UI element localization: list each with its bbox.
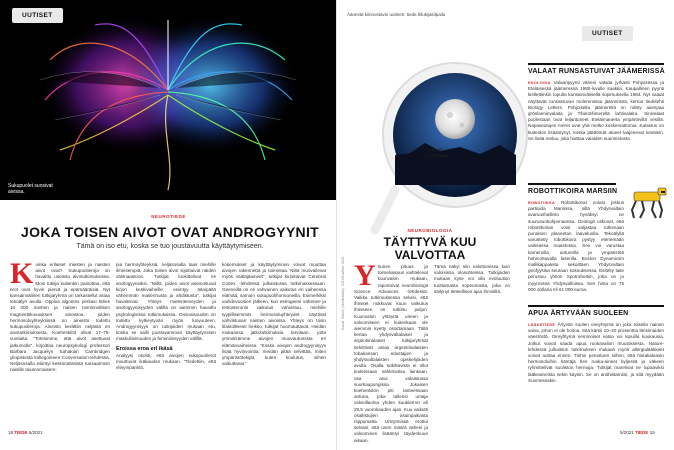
- robotti-text: [528, 200, 624, 293]
- column-3: [222, 262, 326, 367]
- magnifier-moon-image: [370, 55, 530, 235]
- main-column-1-text: öunen pituus ja toimeliaisuus vaihtelevat kuunvalon mukaan, raportoivat neurobiologit Science Advances -lehdessä. Vaikka tutkimuksessa selvisi, että ihmiset nukkuvat kuun vaikutus ihmiseen on tutkittu paljon. Kuunvalon yhteyttä uneen ja valvomiseen ei kuitenkaan ole aiemmin kyetty osoittamaan. Tällä kertaa yhdysvaltalaiset ja argentiinalaiset tutkijaryhmät selvittivät asiaa argentiinalaisten tobakansan edustajien ja yhdysvaltalaisten opiskelijoiden avulla. Osalla tutkittavista ei ollut kodeissaan sähkövaloa lainkaan, osa asui valaistussa suurkaupungissa. Jokaisen koehenkilön piti ranteessaan anturia, joka tallensi untaja valveillaoloa yhden kuukierron eli 29,5 vuorokauden ajan. Kuu vaikutti osallistujien asuinpaikasta riippumatta. Unirytmissä erottui selväsi, että unen määrä väheni ja valvominen lisääntyi täydenkuun aikaan.: [354, 264, 428, 443]
- section-tab: UUTISET: [12, 8, 63, 23]
- valaat-tag: EKOLOGIA: [528, 81, 551, 85]
- brain-illustration: [0, 0, 337, 200]
- robotti-tag: ROBOTIIKKA: [528, 201, 556, 205]
- drop-cap: K: [10, 257, 34, 290]
- moon-caption: [425, 147, 450, 158]
- column-2-text: pia hermoyhteyksiä, neljäsosalla taas miehille ilmeisempiä. Joka toisen aivot sijoittuivat näiden välimaastoon. Tutkijat luokittelivat ne androgyyneiksi. ”Niillä, joiden aivot asemoituvat kirjon keskivaiheille, esiintyy äänipäitä vähemmän masennusta ja ahdistusta”, tutkijat havaitsivat. Yhteys mielenterveyden ja androgyynisyyden välillä on aiemmin havaittu psykologisissa tutkimuksissa. Ominaisuuden on todettu kytkeytyvän myös luovuuteen. Androgyynisyys on tutkijoiden mukaan etu, koska se sallii joustavamman käyttäytymisen maskuliinisuuden ja feminiinisyyden välillä.: [116, 262, 216, 342]
- robotti-body: Robottikoirat voivat joskus partioida Marsissa, sillä Yhdysvaltain avaruushallinto hyväksyi ne suurusunkohjemaansa. Geologit uskovat, että robottikoiran voisi valjastaa tutkimaan punaisen planeetan laavaluolia. Tekoälyllä varustetty robottikoira pystyy etenemään vaikeassa maastossa. Sen voi varustaa kameroilla, antureilla ja ympäristöä hahmottavalla laserilla. Boston Dynamicsin mallikappaleita sekoittäen Yhdysvaltain geofyysika seuraan kokouksessa. Esitelty laite perustuu yhtiön Spotrobottiin, joka on jo myynnissä Yhdysvalloissa. Sen hinta on 75 000 dollaria eli 61 000 euroa.: [528, 200, 624, 292]
- issue-number-right: 5/2021: [620, 430, 634, 435]
- valaat-body: Valaanpyynti väheni valaita jyrkästi Pohjoisessa ja Eteläisessä jäämeressä 1980-luvulle saakka. Kaupallinen pyynti kiellettiinkin lopulta kansainvälisellä sopimuksella 1984. Nyt valaat näyttävät runsastuvan molemmissa jäämerissä, kertoo tiedelehti Biology Letters. Pohjoisella jäämerellä on nähty aiempaa grönlanninvalaita ja Tšukotšimerellä lahtivalaita. Sinivalaat puolestaan ovat leilantuneet Eteläimanerta ympäröivillä vesillä. Napaseutujen meret ovat yhä melko koskemattomia. Kalastus on kuitenkin lisääntynyt, koska jäättömät alueet laajenevat kesäisin. Se lisää meluu, joka haittaa valaiden suunnistusta.: [528, 80, 664, 141]
- lead: Tämä on iso etu, koska se tuo joustavuutta käyttäytymiseen.: [76, 243, 264, 250]
- page-number-right: 19: [649, 430, 655, 435]
- moon-caption-line-2: hyytää unta.: [425, 152, 450, 158]
- apua-headline: APUA ÄRTYVÄÄN SUOLEEN: [528, 310, 629, 317]
- rule-valaat: [528, 63, 664, 65]
- main-column-1: [354, 259, 428, 444]
- rule-apua: [528, 305, 664, 307]
- apua-body: Ärtyvän suolen oireyhtymä on joka toisella nainen vaiva, johon ei ole hoitoa. Sitä kärsii 10–20 prosenttia länsimaiden väestöstä. Oireyhtymä semmoiset vatsa voi kipuilla kuukausia. Jotkut voivat saada apua ruokavalion muutoksesta. Nature-lehdessä julkaistun tutkimuksen mukaan myös allergialääkkeet voivat auttaa ennen. Tiehoi perustuen siihen, että histakalaisen hermosoluihin häntäjä hen ruoka-aineet kyljessä ja väkeen ryhmittelivät suoliston hermoja. Tutkijat marelivat ne lupaaviksi lääkeaineista sekin käytiin. Se on antihistamiini, ja sitä myydään Suomessakin.: [528, 322, 664, 383]
- valaat-text: [528, 80, 664, 142]
- column-2-subhead: Eroissa eroa eri ikäsä: [116, 345, 173, 352]
- page-number: 18: [8, 430, 14, 435]
- main-column-2: [434, 264, 510, 295]
- brain-image: [0, 0, 337, 200]
- headline: JOKA TOISEN AIVOT OVAT ANDROGYYNIT: [21, 224, 319, 240]
- main-column-2-text: Tämä näkyi niin valottomissa kuin valoisissa olosuhteissa. Tutkijoiden mukaan kyse voi olla evoluution tuottamasta sopeumasta, joka on säilynyt tieteellisen ajan ihmisillä.: [434, 264, 510, 294]
- page-footer-right: [620, 430, 655, 435]
- top-line: Äänestä kiinnostavin uutinen: tiede.fi/lukijakilpailu: [347, 12, 446, 17]
- issue-number: 5/2021: [28, 430, 43, 435]
- robot-dog-icon: [626, 182, 670, 222]
- column-3-text: kokemukset ja käyttäytyminen voivat muuttaa aivojen rakennetta ja toimintaa. Niitä muovailevat myös väittäjäaineet”, tutkijat kirjoittavat Cerebral Cortex -lehdessä julkaistussa tutkimuksessaan. Geeneillä on eri vahvuinen vaikutus eri vaiheessa elämää, samoin sukupuolihormoneilla. Esimerkiksi vaihdevuosien jälkeen, kun estrogeeni vähenee ja testosteronin vaikutus vahvistuu, miehille tyypillisemmät hermosoluyhteydet näyttivät vahvistuvan naisten aivoissa. Yhteys on tosin tilastollisesti heikko, tutkijat huomauttavat. Heidän mukaansa jatkotutkimuksia tarvitaan, jotta ymmärrämme aivojen muovautumista eri elämänvaiheissa. ”Koska aivojen androgyynisyys lisää hyvinvointia, meidän pitää selvittää, miten ympäristötekijät, kuten koulutus, siihen vaikuttavat.”: [222, 262, 326, 367]
- robotti-headline: ROBOTTIKOIRA MARSIIN: [528, 188, 618, 195]
- column-1: [10, 257, 110, 374]
- column-2: [116, 262, 216, 371]
- column-1-text: uinka erilaiset miesten ja naisten aivot ovat? Sukupuolieroja on havaittu useissa aivotutkimuksissa. Moni tutkija kuitenkin painottaa, että erot ovat hyvin pieniä ja epämääräisiä. Nyt kansainvälinen tutkijaryhmä on tarkastellut asiaa tekoälyn avulla. Oppiva algoritmi perkasi lähes 10 000 miehen ja naisen toiminnallisen magneettikuvauksen aineistoa, joiden hermosoluyhteyksissä on aineisto todettu sukupuolieroja. Aineisto kerättiin neljästä eri aivotutkimuksesta. Koehenkilöt olivat 17–78-vuotiaita. ”Totesimme, että aivot asettuvat jatkumolle”, kirjoittaa neuropsykologi professori Barbara Jacquelyn Sahakian Cambridgen yliopistosta kollegoineen Conversation-lehdessä. Neljäsosalla esiintyi keskimääräistä runsaammin naisille tavanomaisem-: [10, 262, 110, 373]
- column-2-text-2: Analyysi osoitti, että aivojen sukupuolierot muuttuvat ikäkauden mukaan. ”Tiedettiin, että elinympäristö,: [116, 352, 216, 371]
- kicker-right: NEUROBIOLOGIA: [407, 228, 453, 233]
- page-footer-left: [8, 430, 43, 435]
- apua-tag: LÄÄKETIEDE: [528, 323, 556, 327]
- magazine-name: TIEDE: [14, 430, 28, 435]
- moon-caption-line-1: Kuunvalo: [425, 147, 444, 152]
- rule-robotti: [528, 183, 616, 185]
- magazine-name-right: TIEDE: [635, 430, 649, 435]
- drop-cap-right: Y: [354, 259, 376, 292]
- headline-right: TÄYTTYVÄ KUU VALVOTTAA: [383, 235, 477, 262]
- image-caption: Sukupuolet suosivat aivissa.: [8, 183, 53, 195]
- photo-credit: Kuvat: iStock (mielikuvitus), 2021/Kuvitus: 2021: [341, 256, 345, 330]
- apua-text: [528, 322, 664, 384]
- section-tab-right: UUTISET: [582, 26, 633, 41]
- kicker: NEUROTIEDE: [151, 214, 186, 219]
- valaat-headline: VALAAT RUNSASTUIVAT JÄÄMERISSÄ: [528, 68, 665, 75]
